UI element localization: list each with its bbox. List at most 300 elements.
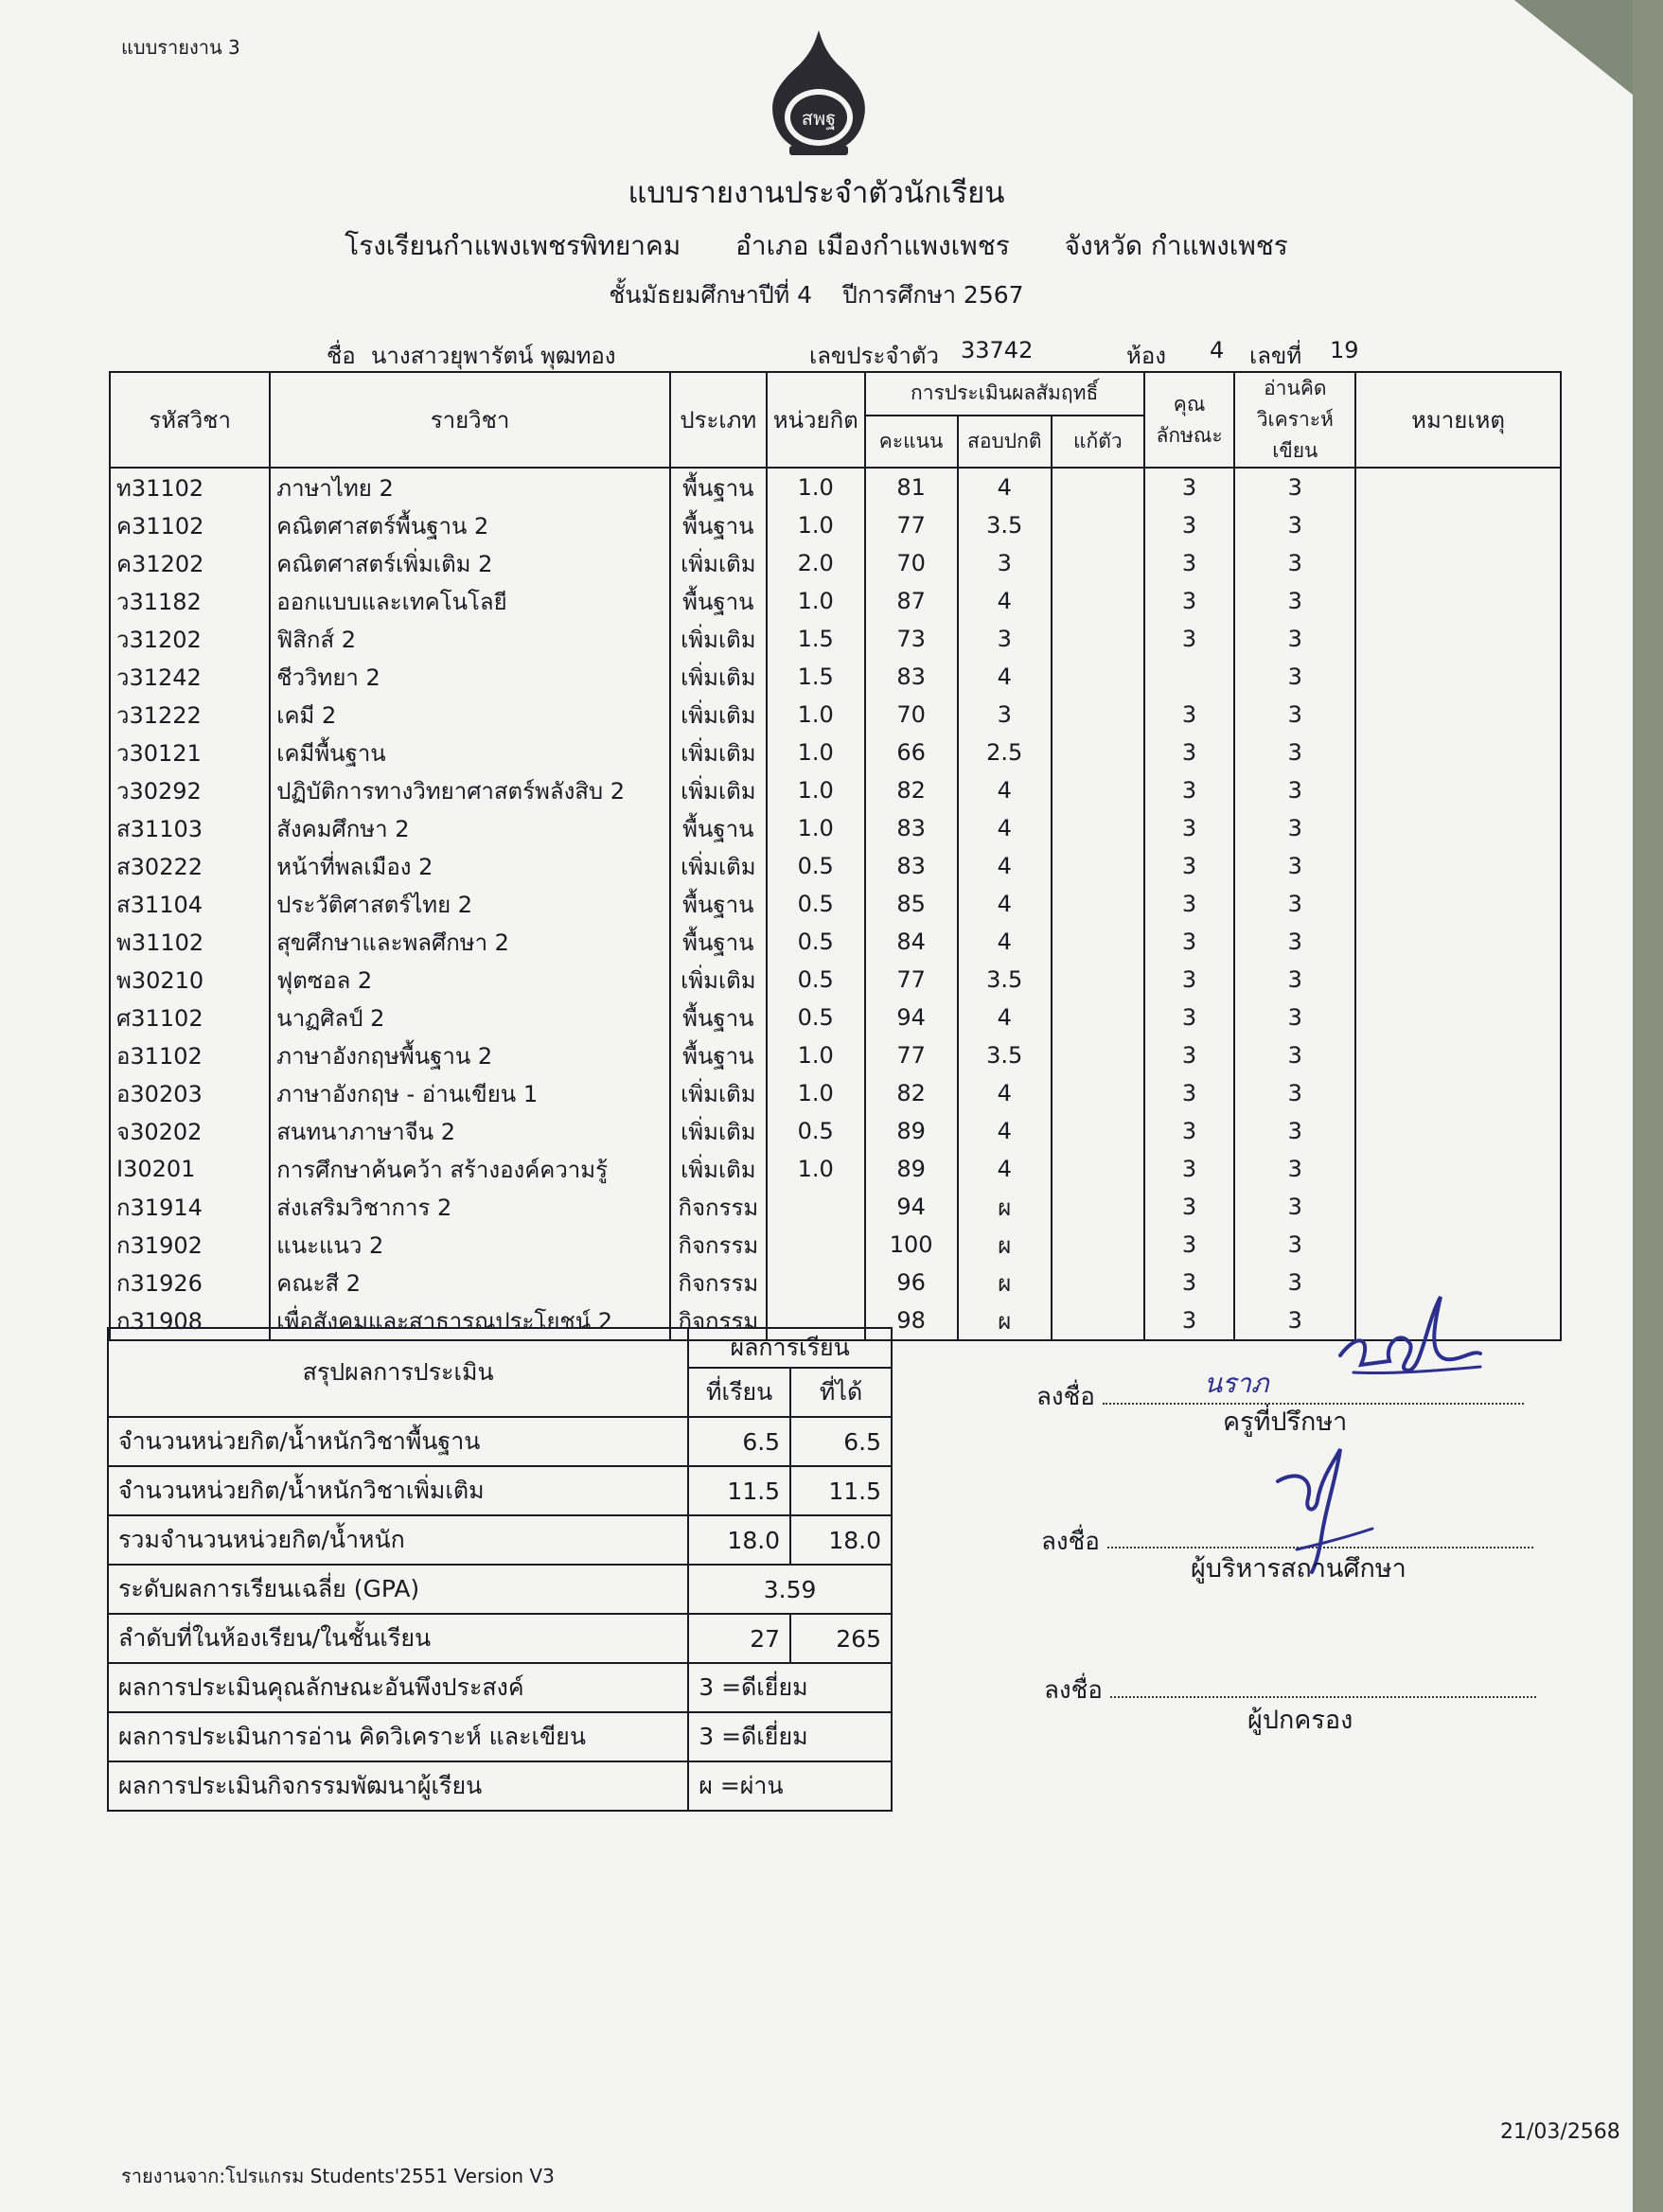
basic-credits-label: จำนวนหน่วยกิต/น้ำหนักวิชาพื้นฐาน [108, 1417, 688, 1466]
subject-retake [1052, 1150, 1144, 1188]
subject-retake [1052, 885, 1144, 923]
total-credits-label: รวมจำนวนหน่วยกิต/น้ำหนัก [108, 1515, 688, 1565]
subject-character: 3 [1144, 1226, 1235, 1264]
gpa-label: ระดับผลการเรียนเฉลี่ย (GPA) [108, 1565, 688, 1614]
subject-remark [1355, 734, 1561, 771]
subject-name: คณิตศาสตร์เพิ่มเติม 2 [270, 544, 670, 582]
subject-type: เพิ่มเติม [670, 734, 767, 771]
subject-reading: 3 [1234, 847, 1355, 885]
table-row [110, 696, 1561, 734]
subject-reading: 3 [1234, 582, 1355, 620]
subject-type: เพิ่มเติม [670, 1074, 767, 1112]
subject-name: ประวัติศาสตร์ไทย 2 [270, 885, 670, 923]
rank-in-grade: 265 [790, 1614, 892, 1663]
subject-type: เพิ่มเติม [670, 771, 767, 809]
subject-credit: 0.5 [767, 885, 865, 923]
subject-name: ออกแบบและเทคโนโลยี [270, 582, 670, 620]
subject-code: ว30292 [110, 771, 270, 809]
subject-credit: 1.0 [767, 809, 865, 847]
subject-name: สนทนาภาษาจีน 2 [270, 1112, 670, 1150]
table-row [110, 809, 1561, 847]
subject-score: 77 [865, 506, 958, 544]
room-number: 4 [1210, 337, 1225, 363]
subject-type: พื้นฐาน [670, 809, 767, 847]
subject-grade: 4 [958, 468, 1052, 506]
summary-earned-header: ที่ได้ [790, 1368, 892, 1417]
subject-code: จ30202 [110, 1112, 270, 1150]
subject-score: 84 [865, 923, 958, 961]
subject-grade: 2.5 [958, 734, 1052, 771]
table-row [110, 468, 1561, 506]
subject-type: เพิ่มเติม [670, 658, 767, 696]
subject-type: กิจกรรม [670, 1226, 767, 1264]
subject-grade: 4 [958, 582, 1052, 620]
subject-reading: 3 [1234, 1226, 1355, 1264]
report-date: 21/03/2568 [1500, 2120, 1620, 2144]
subject-grade: 3.5 [958, 1036, 1052, 1074]
subject-code: ว31242 [110, 658, 270, 696]
table-row [110, 734, 1561, 771]
subject-type: พื้นฐาน [670, 885, 767, 923]
subject-reading: 3 [1234, 658, 1355, 696]
subject-name: ภาษาไทย 2 [270, 468, 670, 506]
subject-type: เพิ่มเติม [670, 961, 767, 999]
subject-remark [1355, 620, 1561, 658]
parent-sign-line [1110, 1694, 1536, 1698]
subject-score: 85 [865, 885, 958, 923]
table-row [110, 1074, 1561, 1112]
subject-character: 3 [1144, 809, 1235, 847]
student-name: นางสาวยุพารัตน์ พุฒทอง [371, 343, 616, 369]
subject-reading: 3 [1234, 468, 1355, 506]
subject-retake [1052, 1301, 1144, 1340]
subject-code: ก31902 [110, 1226, 270, 1264]
subject-code: ก31908 [110, 1301, 270, 1340]
subject-character: 3 [1144, 1264, 1235, 1301]
subject-type: พื้นฐาน [670, 506, 767, 544]
subject-character: 3 [1144, 620, 1235, 658]
subject-character: 3 [1144, 544, 1235, 582]
subject-reading: 3 [1234, 1264, 1355, 1301]
table-row [110, 1150, 1561, 1188]
header-reading [1234, 372, 1355, 468]
table-row [110, 961, 1561, 999]
parent-role: ผู้ปกครอง [1247, 1706, 1353, 1735]
subject-name: หน้าที่พลเมือง 2 [270, 847, 670, 885]
subject-type: พื้นฐาน [670, 923, 767, 961]
advisor-role: ครูที่ปรึกษา [1223, 1407, 1348, 1437]
subject-character: 3 [1144, 1112, 1235, 1150]
activity-eval-label: ผลการประเมินกิจกรรมพัฒนาผู้เรียน [108, 1761, 688, 1811]
subject-retake [1052, 544, 1144, 582]
subject-score: 73 [865, 620, 958, 658]
subject-credit [767, 1264, 865, 1301]
report-title: แบบรายงานประจำตัวนักเรียน [628, 176, 1005, 210]
subject-grade: 3.5 [958, 961, 1052, 999]
subject-character: 3 [1144, 923, 1235, 961]
subject-score: 70 [865, 544, 958, 582]
subject-credit: 1.0 [767, 468, 865, 506]
subject-character: 3 [1144, 1150, 1235, 1188]
subject-name: ปฏิบัติการทางวิทยาศาสตร์พลังสิบ 2 [270, 771, 670, 809]
subject-type: เพิ่มเติม [670, 1112, 767, 1150]
subject-score: 98 [865, 1301, 958, 1340]
subject-remark [1355, 544, 1561, 582]
subject-remark [1355, 885, 1561, 923]
subject-type: พื้นฐาน [670, 1036, 767, 1074]
subject-grade: 4 [958, 999, 1052, 1036]
subject-grade: 4 [958, 885, 1052, 923]
student-id-label: เลขประจำตัว [809, 343, 939, 369]
subject-grade: 4 [958, 658, 1052, 696]
subject-grade: 3 [958, 544, 1052, 582]
subject-credit [767, 1226, 865, 1264]
room-label: ห้อง [1126, 343, 1166, 369]
subject-remark [1355, 658, 1561, 696]
table-row [110, 620, 1561, 658]
table-row [110, 923, 1561, 961]
header-reading-line1: อ่านคิด [1264, 377, 1327, 399]
subject-grade: 4 [958, 771, 1052, 809]
grades-table-body [110, 468, 1561, 1340]
subject-credit: 1.0 [767, 696, 865, 734]
subject-score: 83 [865, 847, 958, 885]
table-row [110, 658, 1561, 696]
subject-credit: 1.5 [767, 620, 865, 658]
subject-remark [1355, 1112, 1561, 1150]
subject-reading: 3 [1234, 1074, 1355, 1112]
rank-in-room: 27 [688, 1614, 790, 1663]
subject-code: ก31926 [110, 1264, 270, 1301]
advisor-signature-icon [1335, 1287, 1486, 1391]
subject-name: คณะสี 2 [270, 1264, 670, 1301]
subject-code: พ31102 [110, 923, 270, 961]
header-retake: แก้ตัว [1052, 416, 1144, 468]
character-eval-label: ผลการประเมินคุณลักษณะอันพึงประสงค์ [108, 1663, 688, 1712]
advisor-handwriting: นราภ [1204, 1368, 1269, 1399]
subject-reading: 3 [1234, 1036, 1355, 1074]
subject-retake [1052, 506, 1144, 544]
subject-reading: 3 [1234, 506, 1355, 544]
subject-score: 87 [865, 582, 958, 620]
subject-score: 77 [865, 1036, 958, 1074]
subject-grade: 3 [958, 696, 1052, 734]
subject-retake [1052, 923, 1144, 961]
subject-retake [1052, 658, 1144, 696]
reading-eval-label: ผลการประเมินการอ่าน คิดวิเคราะห์ และเขียน [108, 1712, 688, 1761]
subject-credit: 0.5 [767, 999, 865, 1036]
subject-type: เพิ่มเติม [670, 544, 767, 582]
director-sign-label: ลงชื่อ [1041, 1528, 1100, 1556]
subject-remark [1355, 696, 1561, 734]
subject-reading: 3 [1234, 734, 1355, 771]
subject-character: 3 [1144, 1074, 1235, 1112]
subject-retake [1052, 847, 1144, 885]
table-row [110, 847, 1561, 885]
subject-remark [1355, 468, 1561, 506]
subject-retake [1052, 771, 1144, 809]
subject-code: ท31102 [110, 468, 270, 506]
subject-code: ว31202 [110, 620, 270, 658]
subject-remark [1355, 923, 1561, 961]
subject-credit: 0.5 [767, 923, 865, 961]
subject-name: นาฏศิลป์ 2 [270, 999, 670, 1036]
summary-result-header: ผลการเรียน [688, 1328, 892, 1368]
subject-code: อ31102 [110, 1036, 270, 1074]
subject-character: 3 [1144, 1036, 1235, 1074]
subject-name: สังคมศึกษา 2 [270, 809, 670, 847]
subject-grade: ผ [958, 1301, 1052, 1340]
subject-retake [1052, 734, 1144, 771]
subject-reading: 3 [1234, 544, 1355, 582]
extra-credits-studied: 11.5 [688, 1466, 790, 1515]
subject-retake [1052, 1112, 1144, 1150]
header-assessment: การประเมินผลสัมฤทธิ์ [865, 372, 1144, 416]
subject-name: ชีววิทยา 2 [270, 658, 670, 696]
subject-code: พ30210 [110, 961, 270, 999]
director-role: ผู้บริหารสถานศึกษา [1191, 1554, 1406, 1584]
character-eval-value: 3 =ดีเยี่ยม [688, 1663, 892, 1712]
subject-name: การศึกษาค้นคว้า สร้างองค์ความรู้ [270, 1150, 670, 1188]
subject-code: ว30121 [110, 734, 270, 771]
subject-remark [1355, 1074, 1561, 1112]
subject-score: 66 [865, 734, 958, 771]
header-score: คะแนน [865, 416, 958, 468]
subject-score: 94 [865, 1188, 958, 1226]
subject-score: 89 [865, 1112, 958, 1150]
subject-remark [1355, 1150, 1561, 1188]
header-subject: รายวิชา [270, 372, 670, 468]
subject-code: ส30222 [110, 847, 270, 885]
subject-reading: 3 [1234, 1188, 1355, 1226]
program-footer: รายงานจาก:โปรแกรม Students'2551 Version V3 [121, 2165, 555, 2187]
table-row [110, 885, 1561, 923]
subject-score: 83 [865, 658, 958, 696]
subject-code: ว31182 [110, 582, 270, 620]
subject-code: ส31103 [110, 809, 270, 847]
subject-retake [1052, 582, 1144, 620]
school-name: โรงเรียนกำแพงเพชรพิทยาคม [345, 230, 681, 261]
province: จังหวัด กำแพงเพชร [1064, 230, 1288, 261]
subject-character: 3 [1144, 734, 1235, 771]
subject-name: ฟุตซอล 2 [270, 961, 670, 999]
subject-score: 83 [865, 809, 958, 847]
subject-retake [1052, 809, 1144, 847]
header-reading-line2: วิเคราะห์เขียน [1256, 408, 1334, 462]
parent-sign-label: ลงชื่อ [1044, 1676, 1103, 1705]
subject-type: เพิ่มเติม [670, 620, 767, 658]
student-id: 33742 [961, 337, 1034, 363]
subject-score: 70 [865, 696, 958, 734]
subject-name: ฟิสิกส์ 2 [270, 620, 670, 658]
subject-type: พื้นฐาน [670, 582, 767, 620]
table-row [110, 771, 1561, 809]
ministry-emblem-icon [757, 27, 880, 159]
subject-name: สุขศึกษาและพลศึกษา 2 [270, 923, 670, 961]
subject-code: ว31222 [110, 696, 270, 734]
subject-name: ส่งเสริมวิชาการ 2 [270, 1188, 670, 1226]
subject-credit: 1.0 [767, 506, 865, 544]
grades-table [109, 371, 1562, 1341]
subject-remark [1355, 809, 1561, 847]
subject-character: 3 [1144, 771, 1235, 809]
header-character [1144, 372, 1235, 468]
subject-retake [1052, 999, 1144, 1036]
subject-retake [1052, 1074, 1144, 1112]
subject-code: ค31202 [110, 544, 270, 582]
subject-character: 3 [1144, 885, 1235, 923]
table-row [110, 544, 1561, 582]
subject-retake [1052, 1264, 1144, 1301]
subject-remark [1355, 1226, 1561, 1264]
subject-remark [1355, 999, 1561, 1036]
subject-grade: 4 [958, 923, 1052, 961]
subject-credit: 0.5 [767, 961, 865, 999]
seat-number: 19 [1330, 337, 1359, 363]
subject-score: 82 [865, 1074, 958, 1112]
subject-name: ภาษาอังกฤษพื้นฐาน 2 [270, 1036, 670, 1074]
form-id: แบบรายงาน 3 [121, 36, 240, 59]
subject-retake [1052, 1036, 1144, 1074]
subject-code: ก31914 [110, 1188, 270, 1226]
school-line [0, 225, 1633, 267]
subject-name: เคมี 2 [270, 696, 670, 734]
district: อำเภอ เมืองกำแพงเพชร [735, 230, 1010, 261]
subject-remark [1355, 1188, 1561, 1226]
grade-level: ชั้นมัธยมศึกษาปีที่ 4 [609, 281, 813, 309]
subject-remark [1355, 506, 1561, 544]
subject-reading: 3 [1234, 1112, 1355, 1150]
summary-table [107, 1327, 893, 1812]
header-code: รหัสวิชา [110, 372, 270, 468]
subject-remark [1355, 771, 1561, 809]
basic-credits-earned: 6.5 [790, 1417, 892, 1466]
subject-character: 3 [1144, 582, 1235, 620]
subject-credit: 1.0 [767, 1150, 865, 1188]
subject-credit: 2.0 [767, 544, 865, 582]
subject-grade: 4 [958, 1150, 1052, 1188]
header-character-line1: คุณ [1173, 392, 1206, 416]
subject-remark [1355, 582, 1561, 620]
basic-credits-studied: 6.5 [688, 1417, 790, 1466]
subject-type: กิจกรรม [670, 1264, 767, 1301]
header-remark: หมายเหตุ [1355, 372, 1561, 468]
subject-credit: 1.0 [767, 771, 865, 809]
subject-reading: 3 [1234, 923, 1355, 961]
table-row [110, 1036, 1561, 1074]
subject-retake [1052, 961, 1144, 999]
subject-type: กิจกรรม [670, 1188, 767, 1226]
table-row [110, 582, 1561, 620]
subject-retake [1052, 696, 1144, 734]
extra-credits-label: จำนวนหน่วยกิต/น้ำหนักวิชาเพิ่มเติม [108, 1466, 688, 1515]
subject-type: กิจกรรม [670, 1301, 767, 1340]
header-credit: หน่วยกิต [767, 372, 865, 468]
subject-type: เพิ่มเติม [670, 696, 767, 734]
subject-reading: 3 [1234, 999, 1355, 1036]
level-line [0, 276, 1633, 314]
subject-grade: 4 [958, 1112, 1052, 1150]
student-name-label: ชื่อ [327, 343, 356, 369]
activity-eval-value: ผ =ผ่าน [688, 1761, 892, 1811]
subject-credit: 0.5 [767, 847, 865, 885]
subject-character: 3 [1144, 696, 1235, 734]
subject-character: 3 [1144, 1301, 1235, 1340]
subject-code: ส31104 [110, 885, 270, 923]
subject-grade: ผ [958, 1226, 1052, 1264]
extra-credits-earned: 11.5 [790, 1466, 892, 1515]
subject-score: 89 [865, 1150, 958, 1188]
subject-character: 3 [1144, 961, 1235, 999]
subject-reading: 3 [1234, 620, 1355, 658]
subject-retake [1052, 1226, 1144, 1264]
subject-retake [1052, 468, 1144, 506]
subject-name: แนะแนว 2 [270, 1226, 670, 1264]
subject-credit: 1.0 [767, 1036, 865, 1074]
subject-retake [1052, 620, 1144, 658]
subject-credit: 1.0 [767, 734, 865, 771]
subject-character: 3 [1144, 1188, 1235, 1226]
subject-character: 3 [1144, 468, 1235, 506]
subject-credit: 1.0 [767, 582, 865, 620]
table-row [110, 1188, 1561, 1226]
subject-remark [1355, 847, 1561, 885]
subject-code: ค31102 [110, 506, 270, 544]
subject-name: เพื่อสังคมและสาธารณประโยชน์ 2 [270, 1301, 670, 1340]
header-regular: สอบปกติ [958, 416, 1052, 468]
seat-number-label: เลขที่ [1249, 343, 1302, 369]
subject-type: เพิ่มเติม [670, 1150, 767, 1188]
subject-grade: 3 [958, 620, 1052, 658]
subject-code: อ30203 [110, 1074, 270, 1112]
table-row [110, 1112, 1561, 1150]
subject-grade: ผ [958, 1188, 1052, 1226]
subject-grade: 4 [958, 809, 1052, 847]
subject-credit: 0.5 [767, 1112, 865, 1150]
subject-reading: 3 [1234, 809, 1355, 847]
subject-remark [1355, 1036, 1561, 1074]
emblem-text: สพฐ [801, 107, 837, 130]
subject-reading: 3 [1234, 961, 1355, 999]
subject-score: 77 [865, 961, 958, 999]
academic-year: ปีการศึกษา 2567 [841, 281, 1024, 309]
advisor-sign-label: ลงชื่อ [1036, 1383, 1095, 1411]
subject-character [1144, 658, 1235, 696]
subject-retake [1052, 1188, 1144, 1226]
header-character-line2: ลักษณะ [1156, 423, 1223, 447]
subject-code: I30201 [110, 1150, 270, 1188]
subject-grade: 3.5 [958, 506, 1052, 544]
subject-reading: 3 [1234, 1150, 1355, 1188]
subject-credit: 1.5 [767, 658, 865, 696]
table-row [110, 999, 1561, 1036]
subject-reading: 3 [1234, 1301, 1355, 1340]
table-row [110, 506, 1561, 544]
subject-score: 82 [865, 771, 958, 809]
total-credits-studied: 18.0 [688, 1515, 790, 1565]
reading-eval-value: 3 =ดีเยี่ยม [688, 1712, 892, 1761]
subject-score: 81 [865, 468, 958, 506]
rank-label: ลำดับที่ในห้องเรียน/ในชั้นเรียน [108, 1614, 688, 1663]
summary-studied-header: ที่เรียน [688, 1368, 790, 1417]
subject-type: เพิ่มเติม [670, 847, 767, 885]
subject-character: 3 [1144, 847, 1235, 885]
gpa-value: 3.59 [688, 1565, 892, 1614]
subject-type: พื้นฐาน [670, 999, 767, 1036]
subject-code: ศ31102 [110, 999, 270, 1036]
summary-title: สรุปผลการประเมิน [108, 1328, 688, 1417]
subject-character: 3 [1144, 999, 1235, 1036]
